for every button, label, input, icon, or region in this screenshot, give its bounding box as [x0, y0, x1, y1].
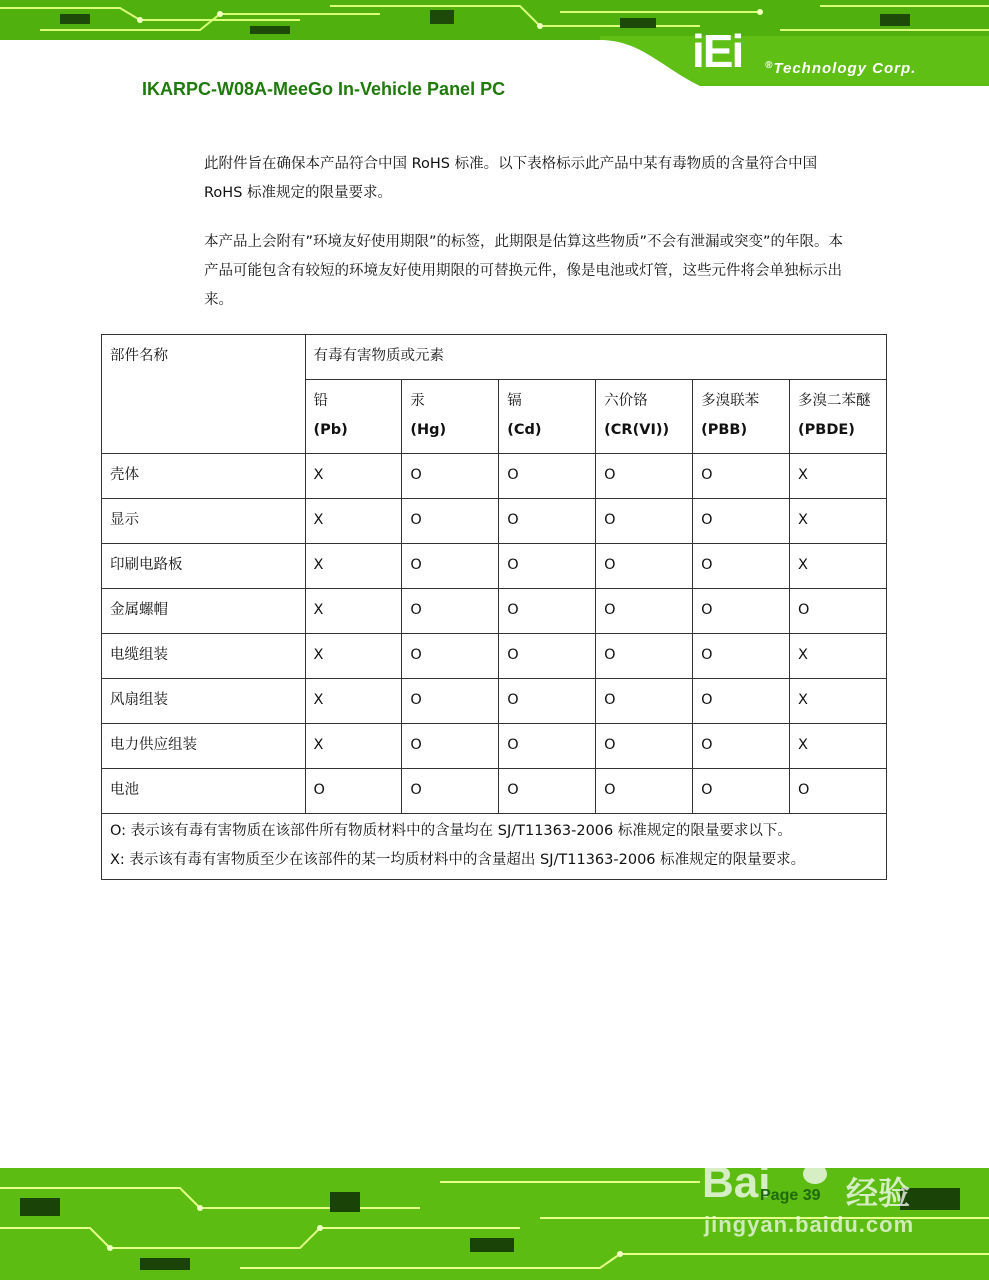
legend-row — [102, 814, 887, 880]
value-cell: O — [790, 589, 887, 634]
substance-header — [596, 380, 693, 454]
part-name-cell: 显示 — [102, 499, 306, 544]
value-cell: O — [402, 634, 499, 679]
substance-header — [693, 380, 790, 454]
substance-header — [305, 380, 402, 454]
page-number: Page 39 — [760, 1187, 821, 1204]
rohs-substance-table — [101, 334, 887, 880]
part-name-cell: 壳体 — [102, 454, 306, 499]
baidu-watermark-url: jingyan.baidu.com — [704, 1212, 915, 1237]
table-row — [102, 634, 887, 679]
value-cell: O — [402, 499, 499, 544]
header-circuit-band — [0, 0, 989, 40]
part-name-cell: 金属螺帽 — [102, 589, 306, 634]
value-cell: O — [402, 589, 499, 634]
substance-symbol: (Hg) — [410, 422, 447, 438]
iei-logo: iEi — [692, 25, 743, 77]
substance-symbol: (CR(VI)) — [604, 422, 670, 438]
substance-header — [499, 380, 596, 454]
intro-paragraph-2: 本产品上会附有”环境友好使用期限”的标签，此期限是估算这些物质”不会有泄漏或突变”的年限。本产品可能包含有较短的环境友好使用期限的可替换元件，像是电池或灯管，这些元件将会单独标示出来。 — [204, 234, 844, 308]
substance-name: 汞 — [410, 393, 425, 409]
baidu-watermark-brand: Bai — [702, 1158, 771, 1207]
value-cell: O — [596, 724, 693, 769]
part-name-cell: 电缆组装 — [102, 634, 306, 679]
value-cell: O — [499, 544, 596, 589]
value-cell: O — [693, 724, 790, 769]
value-cell: O — [596, 499, 693, 544]
value-cell: X — [790, 724, 887, 769]
value-cell: X — [305, 544, 402, 589]
value-cell: O — [693, 769, 790, 814]
paw-watermark-icon — [790, 1140, 840, 1190]
value-cell: O — [402, 679, 499, 724]
value-cell: O — [596, 769, 693, 814]
part-name-cell: 印刷电路板 — [102, 544, 306, 589]
note-o: O: 表示该有毒有害物质在该部件所有物质材料中的含量均在 SJ/T11363-2006 标准规定的限量要求以下。 — [110, 823, 792, 839]
value-cell: O — [402, 769, 499, 814]
substance-symbol: (PBB) — [701, 422, 748, 438]
value-cell: O — [499, 454, 596, 499]
part-name-cell: 风扇组装 — [102, 679, 306, 724]
value-cell: O — [499, 769, 596, 814]
value-cell: O — [499, 589, 596, 634]
value-cell: X — [790, 499, 887, 544]
substance-name: 铅 — [313, 393, 329, 409]
table-row — [102, 589, 887, 634]
value-cell: O — [499, 634, 596, 679]
value-cell: O — [693, 679, 790, 724]
value-cell: X — [790, 544, 887, 589]
value-cell: O — [693, 544, 790, 589]
value-cell: O — [596, 634, 693, 679]
value-cell: O — [596, 544, 693, 589]
part-name-cell: 电力供应组装 — [102, 724, 306, 769]
logo-text — [765, 60, 916, 77]
document-title: IKARPC-W08A-MeeGo In-Vehicle Panel PC — [142, 79, 506, 99]
substance-header — [402, 380, 499, 454]
logo-company: Technology Corp. — [773, 60, 917, 77]
substance-name: 多溴联苯 — [701, 393, 760, 409]
value-cell: X — [305, 634, 402, 679]
value-cell: X — [305, 499, 402, 544]
value-cell: O — [402, 454, 499, 499]
value-cell: O — [693, 589, 790, 634]
value-cell: O — [305, 769, 402, 814]
value-cell: O — [596, 589, 693, 634]
value-cell: O — [790, 769, 887, 814]
value-cell: O — [499, 724, 596, 769]
value-cell: O — [402, 544, 499, 589]
substance-header — [790, 380, 887, 454]
substance-name: 多溴二苯醚 — [798, 393, 871, 409]
table-row — [102, 679, 887, 724]
substance-symbol: (PBDE) — [798, 422, 855, 438]
value-cell: X — [790, 454, 887, 499]
header-swoosh — [0, 36, 989, 120]
value-cell: O — [693, 454, 790, 499]
table-row — [102, 544, 887, 589]
table-row — [102, 499, 887, 544]
value-cell: X — [305, 679, 402, 724]
value-cell: X — [305, 454, 402, 499]
table-notes — [102, 814, 887, 880]
value-cell: X — [790, 679, 887, 724]
value-cell: O — [402, 724, 499, 769]
part-name-cell: 电池 — [102, 769, 306, 814]
value-cell: X — [790, 634, 887, 679]
substance-symbol: (Pb) — [313, 422, 348, 438]
value-cell: O — [596, 454, 693, 499]
value-cell: O — [693, 499, 790, 544]
substance-symbol: (Cd) — [507, 422, 542, 438]
value-cell: O — [596, 679, 693, 724]
intro-paragraph-1: 此附件旨在确保本产品符合中国 RoHS 标准。以下表格标示此产品中某有毒物质的含量符合中国 RoHS 标准规定的限量要求。 — [204, 156, 818, 201]
substance-name: 六价铬 — [604, 393, 648, 409]
value-cell: O — [693, 634, 790, 679]
value-cell: O — [499, 679, 596, 724]
part-name-header: 部件名称 — [102, 335, 306, 454]
value-cell: O — [499, 499, 596, 544]
registered-mark: ® — [765, 60, 774, 71]
baidu-watermark-cn: 经验 — [846, 1174, 911, 1212]
table-header-row — [102, 335, 887, 380]
value-cell: X — [305, 589, 402, 634]
table-row — [102, 454, 887, 499]
value-cell: X — [305, 724, 402, 769]
substance-group-header: 有毒有害物质或元素 — [305, 335, 886, 380]
table-row — [102, 769, 887, 814]
substance-name: 镉 — [507, 393, 522, 409]
table-row — [102, 724, 887, 769]
note-x: X: 表示该有毒有害物质至少在该部件的某一均质材料中的含量超出 SJ/T11363-2006 标准规定的限量要求。 — [110, 852, 806, 868]
